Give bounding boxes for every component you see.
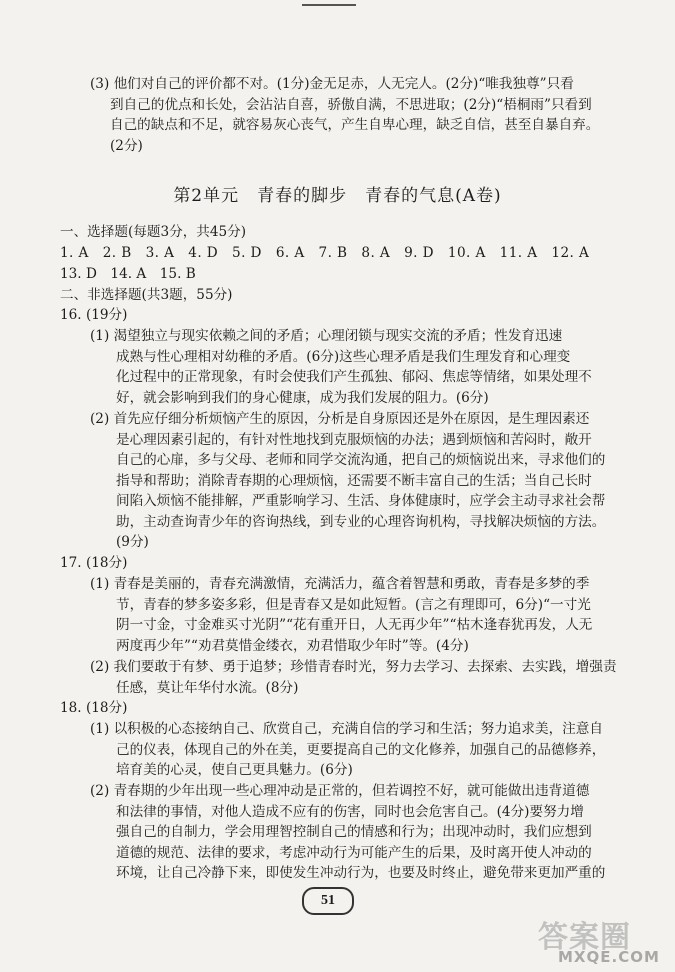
text-line: 道德的规范、法律的要求，考虑冲动行为可能产生的后果，及时离开使人冲动的 xyxy=(116,844,592,861)
text-line: (1) 以积极的心态接纳自己、欣赏自己，充满自信的学习和生活；努力追求美，注意自 xyxy=(90,721,603,737)
text-line: 助，主动查询青少年的咨询热线，到专业的心理咨询机构，寻找解决烦恼的方法。 xyxy=(116,513,606,530)
text-line: 两度再少年”“劝君莫惜金缕衣，劝君惜取少年时”等。(4分) xyxy=(116,637,469,654)
text-line: 成熟与性心理相对幼稚的矛盾。(6分)这些心理矛盾是我们生理发育和心理变 xyxy=(116,348,571,365)
text-line: 自己的心扉，多与父母、老师和同学交流沟通，把自己的烦恼说出来，寻求他们的 xyxy=(116,452,606,468)
text-line: (3) 他们对自己的评价都不对。(1分)金无足赤，人无完人。(2分)“唯我独尊”只看 xyxy=(90,76,574,92)
text-line: 任感，莫让年华付水流。(8分) xyxy=(116,679,299,696)
question-label-18: 18. (18分) xyxy=(60,700,128,716)
text-line: 己的仪表，体现自己的外在美，更要提高自己的文化修养，加强自己的品德修养， xyxy=(116,741,606,758)
choice-answers-line: 1. A 2. B 3. A 4. D 5. D 6. A 7. B 8. A 9. D 10. A 11. A 12. A xyxy=(60,245,590,261)
choice-answers-line: 13. D 14. A 15. B xyxy=(60,266,196,282)
text-line: 化过程中的正常现象，有时会使我们产生孤独、郁闷、焦虑等情绪，如果处理不 xyxy=(116,369,592,385)
text-line: (1) 渴望独立与现实依赖之间的矛盾；心理闭锁与现实交流的矛盾；性发育迅速 xyxy=(90,328,563,344)
q16-part2 xyxy=(90,409,605,553)
text-line: 环境，让自己冷静下来，即使发生冲动行为，也要及时终止，避免带来更加严重的 xyxy=(116,865,606,881)
text-line: (2) 我们要敢于有梦、勇于追梦；珍惜青春时光，努力去学习、去探索、去实践，增强责 xyxy=(90,659,617,675)
text-line: 阴一寸金，寸金难买寸光阴”“花有重开日，人无再少年”“枯木逢春犹再发，人无 xyxy=(116,617,593,633)
q18-part1 xyxy=(90,719,605,781)
text-line: 和法律的事情，对他人造成不应有的伤害，同时也会危害自己。(4分)要努力增 xyxy=(116,803,584,820)
q16-part1 xyxy=(90,326,592,408)
text-line: 指导和帮助；消除青春期的心理烦恼，还需要不断丰富自己的生活；当自己长时 xyxy=(116,472,592,489)
text-line: (2) 首先应仔细分析烦恼产生的原因，分析是自身原因还是外在原因，是生理因素还 xyxy=(90,411,590,427)
site-watermark-logo xyxy=(538,912,670,968)
text-line: 培育美的心灵，使自己更具魅力。(6分) xyxy=(116,762,353,778)
text-line: 强自己的自制力，学会用理智控制自己的情感和行为；出现冲动时，我们应想到 xyxy=(116,824,592,840)
text-line: 是心理因素引起的，有针对性地找到克服烦恼的办法；遇到烦恼和苦闷时，敞开 xyxy=(116,431,592,448)
watermark-domain: MXQE.COM xyxy=(558,948,660,966)
text-line: 好，就会影响到我们的身心健康，成为我们发展的阻力。(6分) xyxy=(116,389,489,406)
text-line: (1) 青春是美丽的，青春充满激情，充满活力，蕴含着智慧和勇敢，青春是多梦的季 xyxy=(90,576,590,592)
unit-title: 第2单元 青春的脚步 青春的气息(A卷) xyxy=(173,186,502,206)
section-heading-nonchoice: 二、非选择题(共3题，55分) xyxy=(60,287,233,303)
watermark-text: 答案圈 xyxy=(538,920,631,955)
question-label-16: 16. (19分) xyxy=(60,307,128,323)
text-line: 自己的缺点和不足，就容易灰心丧气，产生自卑心理，缺乏自信，甚至自暴自弃。 xyxy=(110,117,600,133)
page-number: 51 xyxy=(302,887,354,915)
q17-part1 xyxy=(90,574,592,656)
text-line: (2) 青春期的少年出现一些心理冲动是正常的，但若调控不好，就可能做出违背道德 xyxy=(90,783,590,799)
q17-part2 xyxy=(90,657,617,698)
text-line: 到自己的优点和长处，会沾沾自喜，骄傲自满，不思进取；(2分)“梧桐雨”只看到 xyxy=(110,96,592,113)
text-line: (2分) xyxy=(110,137,143,154)
question-label-17: 17. (18分) xyxy=(60,555,128,571)
text-line: 间陷入烦恼不能排解，严重影响学习、生活、身体健康时，应学会主动寻求社会帮 xyxy=(116,493,606,509)
top-edge-mark xyxy=(302,4,356,6)
text-line: 节，青春的梦多姿多彩，但是青春又是如此短暂。(言之有理即可，6分)“一寸光 xyxy=(116,596,591,613)
section-heading-choice: 一、选择题(每题3分，共45分) xyxy=(60,224,247,240)
q18-part2 xyxy=(90,781,605,884)
intro-answer-block xyxy=(90,74,599,156)
text-line: (9分) xyxy=(116,534,149,550)
